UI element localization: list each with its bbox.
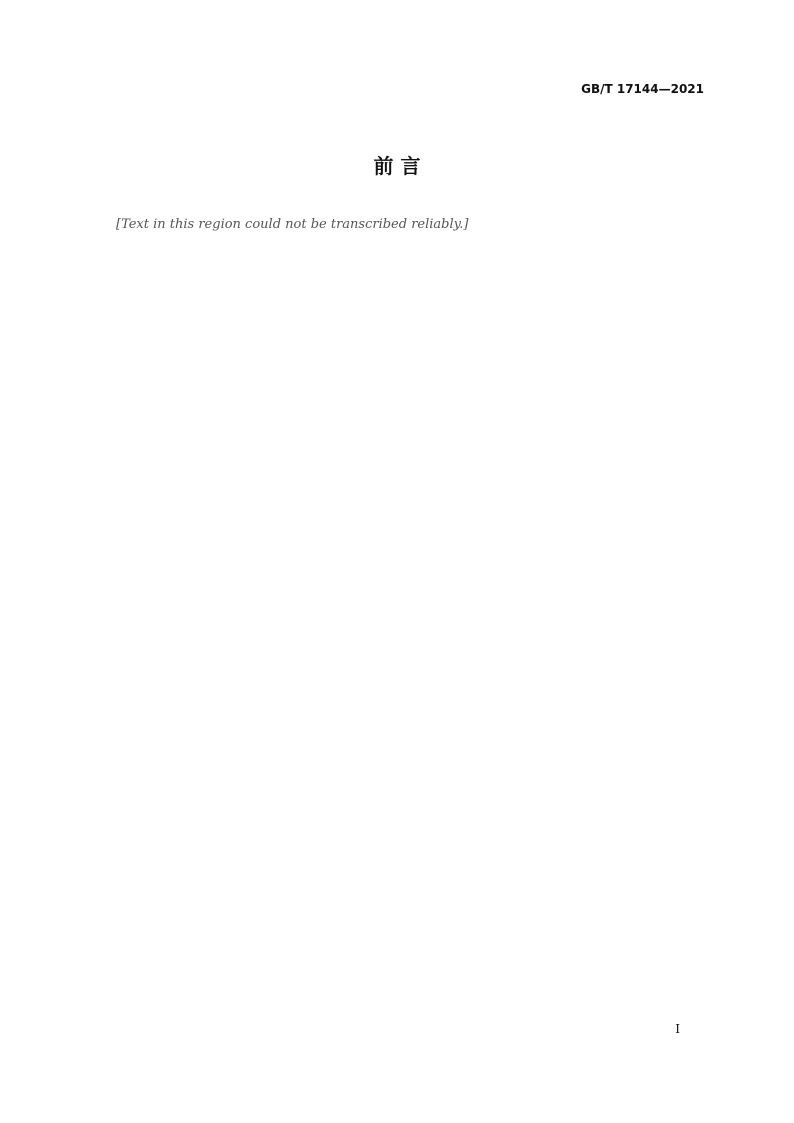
- page-title: 前 言: [373, 154, 421, 178]
- untranscribed-body-notice: [Text in this region could not be transcribed reliably.]: [116, 217, 469, 232]
- document-number: GB/T 17144—2021: [581, 82, 704, 96]
- page-number: I: [675, 1022, 680, 1036]
